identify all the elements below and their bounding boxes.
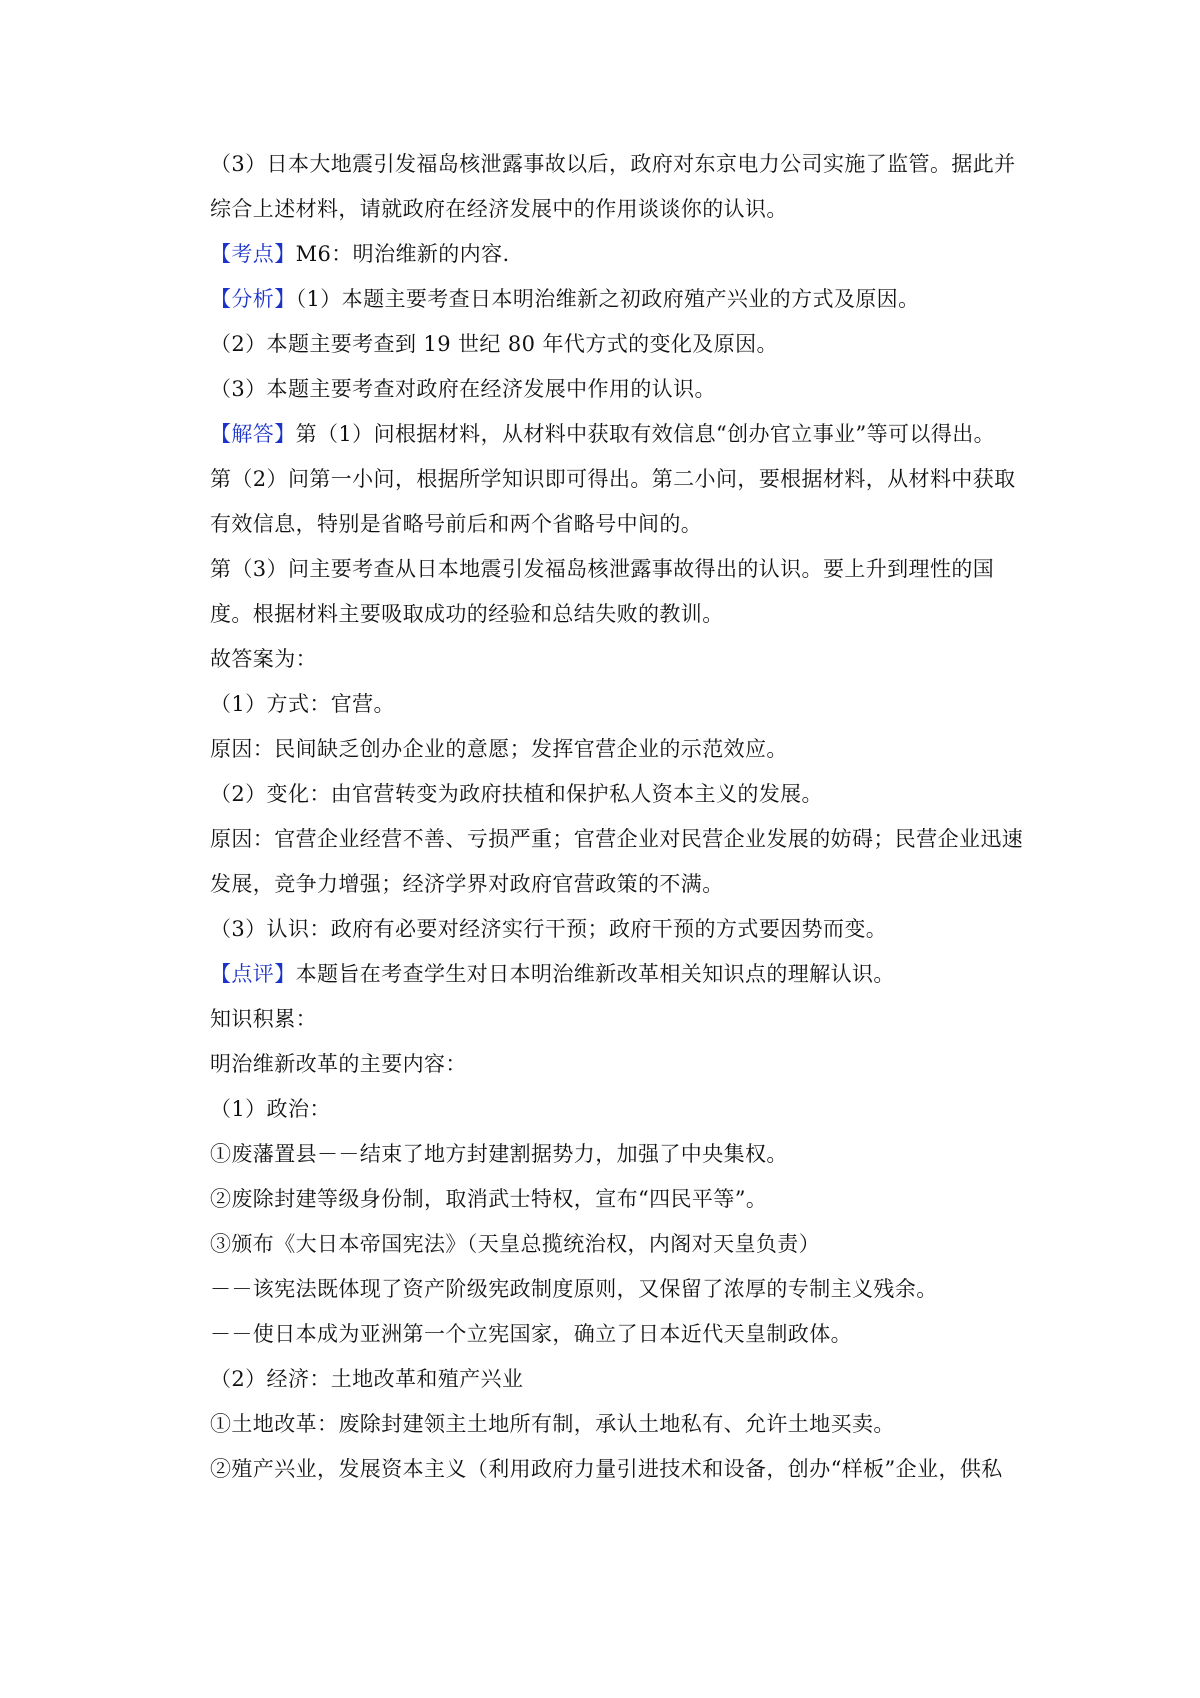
text-line: ②殖产兴业，发展资本主义（利用政府力量引进技术和设备，创办“样板”企业，供私 (210, 1457, 1003, 1481)
text-line: 原因：民间缺乏创办企业的意愿；发挥官营企业的示范效应。 (210, 737, 788, 761)
dianping-tag: 【点评】 (210, 962, 296, 986)
text-line: 有效信息，特别是省略号前后和两个省略号中间的。 (210, 512, 703, 536)
text-line: ②废除封建等级身份制，取消武士特权，宣布“四民平等”。 (210, 1187, 768, 1211)
text-line: 原因：官营企业经营不善、亏损严重；官营企业对民营企业发展的妨碍；民营企业迅速 (210, 827, 1024, 851)
text-line: 发展，竞争力增强；经济学界对政府官营政策的不满。 (210, 872, 724, 896)
text-line: 第（2）问第一小问，根据所学知识即可得出。第二小问，要根据材料，从材料中获取 (210, 467, 1016, 491)
jieda-text: 第（1）问根据材料，从材料中获取有效信息“创办官立事业”等可以得出。 (295, 422, 996, 446)
text-line: 第（3）问主要考查从日本地震引发福岛核泄露事故得出的认识。要上升到理性的国 (210, 557, 995, 581)
text-line: （3）日本大地震引发福岛核泄露事故以后，政府对东京电力公司实施了监管。据此并 (210, 152, 1016, 176)
text-line: ①废藩置县－－结束了地方封建割据势力，加强了中央集权。 (210, 1142, 788, 1166)
dianping-text: 本题旨在考查学生对日本明治维新改革相关知识点的理解认识。 (295, 962, 895, 986)
fenxi-tag: 【分析】 (210, 287, 296, 311)
fenxi-line (210, 285, 919, 313)
jieda-tag: 【解答】 (210, 422, 296, 446)
text-line: 故答案为： (210, 647, 317, 671)
text-line: 度。根据材料主要吸取成功的经验和总结失败的教训。 (210, 602, 724, 626)
text-line: 明治维新改革的主要内容： (210, 1052, 467, 1076)
jieda-line (210, 420, 995, 448)
text-line: （2）本题主要考查到 19 世纪 80 年代方式的变化及原因。 (210, 332, 778, 356)
kaodian-line (210, 240, 510, 268)
text-line: （2）变化：由官营转变为政府扶植和保护私人资本主义的发展。 (210, 782, 823, 806)
text-line: －－该宪法既体现了资产阶级宪政制度原则，又保留了浓厚的专制主义残余。 (210, 1277, 938, 1301)
text-line: 综合上述材料，请就政府在经济发展中的作用谈谈你的认识。 (210, 197, 788, 221)
text-line: －－使日本成为亚洲第一个立宪国家，确立了日本近代天皇制政体。 (210, 1322, 852, 1346)
text-line: （2）经济：土地改革和殖产兴业 (210, 1367, 524, 1391)
text-line: ③颁布《大日本帝国宪法》（天皇总揽统治权，内阁对天皇负责） (210, 1232, 821, 1256)
text-line: 知识积累： (210, 1007, 317, 1031)
text-line: （1）政治： (210, 1097, 331, 1121)
kaodian-text: M6：明治维新的内容. (295, 242, 510, 266)
text-line: ①土地改革：废除封建领主土地所有制，承认土地私有、允许土地买卖。 (210, 1412, 895, 1436)
dianping-line (210, 960, 895, 988)
text-line: （3）认识：政府有必要对经济实行干预；政府干预的方式要因势而变。 (210, 917, 888, 941)
text-line: （3）本题主要考查对政府在经济发展中作用的认识。 (210, 377, 716, 401)
kaodian-tag: 【考点】 (210, 242, 296, 266)
fenxi-text: （1）本题主要考查日本明治维新之初政府殖产兴业的方式及原因。 (295, 287, 920, 311)
text-line: （1）方式：官营。 (210, 692, 395, 716)
